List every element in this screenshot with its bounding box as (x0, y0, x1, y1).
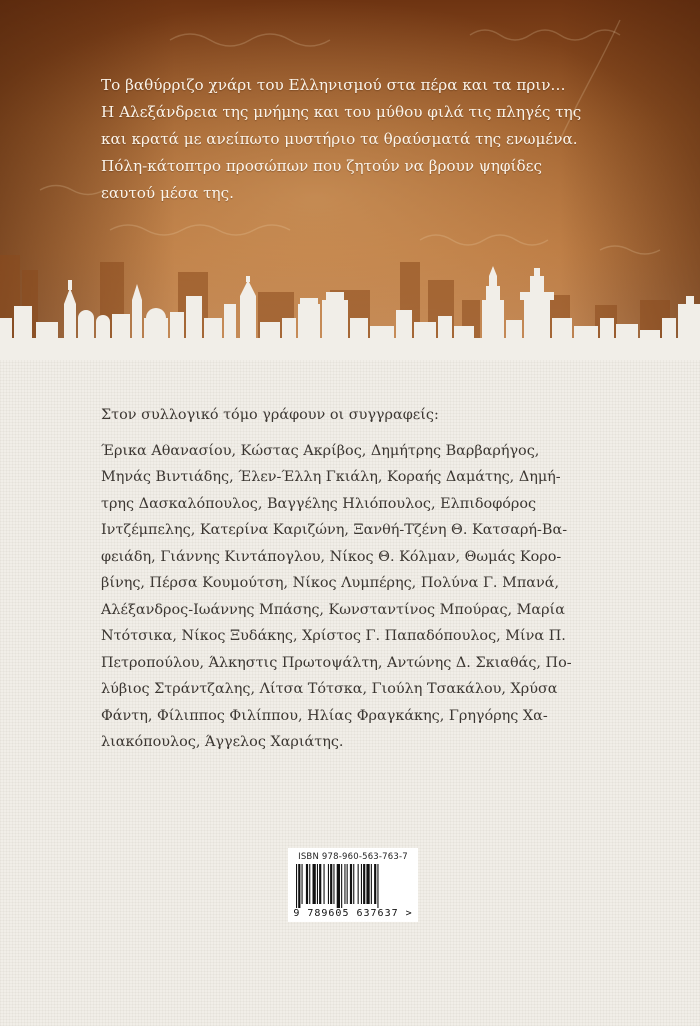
barcode-bar (313, 864, 316, 904)
authors-line: λύβιος Στράντζαλης, Λίτσα Τότσκα, Γιούλη Τσακάλου, Χρύσα (101, 681, 558, 697)
barcode-bar (319, 864, 321, 904)
barcode-bar (302, 864, 303, 904)
barcode-bar (309, 864, 310, 904)
authors-line: Έρικα Αθανασίου, Κώστας Ακρίβος, Δημήτρης Βαρβαρήγος, (101, 442, 540, 459)
authors-line: βίνης, Πέρσα Κουμούτση, Νίκος Λυμπέρης, Πολύνα Γ. Μπανά, (101, 575, 560, 591)
barcode-bar (296, 864, 297, 908)
blurb-line: Το βαθύρριζο χνάρι του Ελληνισμού στα πέρα και τα πριν… (101, 76, 566, 94)
barcode-bar (350, 864, 352, 904)
authors-line: Μηνάς Βιντιάδης, Έλεν-Έλλη Γκιάλη, Κοραής Δαμάτης, Δημή- (101, 469, 561, 485)
cover-blurb (101, 72, 621, 207)
authors-line: Πετροπούλου, Άλκηστις Πρωτοψάλτη, Αντώνης Δ. Σκιαθάς, Πο- (101, 654, 572, 671)
authors-section (101, 402, 601, 756)
barcode-bar (358, 864, 359, 904)
barcode-bar (328, 864, 329, 904)
barcode-bar (374, 864, 376, 904)
barcode-bar (341, 864, 342, 908)
barcode-bar (333, 864, 334, 904)
blurb-line: Η Αλεξάνδρεια της μνήμης και του μύθου φιλά τις πληγές της (101, 103, 582, 121)
authors-line: Ντότσικα, Νίκος Ξυδάκης, Χρίστος Γ. Παπαδόπουλος, Μίνα Π. (101, 628, 566, 644)
barcode-bar (330, 864, 332, 904)
barcode-bar (317, 864, 318, 904)
authors-line: Φάντη, Φίλιππος Φιλίππου, Ηλίας Φραγκάκης, Γρηγόρης Χα- (101, 707, 548, 724)
authors-line: Αλέξανδρος-Ιωάννης Μπάσης, Κωνσταντίνος Μπούρας, Μαρία (101, 601, 565, 618)
barcode-bar (344, 864, 345, 904)
authors-line: φειάδη, Γιάννης Κιντάπογλου, Νίκος Θ. Κόλμαν, Θωμάς Κορο- (101, 548, 562, 565)
blurb-line: εαυτού μέσα της. (101, 184, 234, 202)
barcode-bar (306, 864, 308, 904)
ean-digits: 9 789605 637637 > (293, 908, 413, 919)
authors-line: τρης Δασκαλόπουλος, Βαγγέλης Ηλιόπουλος, Ελπιδοφόρος (101, 495, 537, 512)
barcode-bars (296, 864, 410, 908)
authors-line: λιακόπουλος, Άγγελος Χαριάτης. (101, 734, 344, 750)
barcode-bar (347, 864, 348, 904)
authors-intro: Στον συλλογικό τόμο γράφουν οι συγγραφείς: (101, 407, 439, 423)
barcode-bar (361, 864, 362, 904)
barcode-bar (371, 864, 372, 904)
barcode-bar (324, 864, 325, 904)
barcode-bar (337, 864, 340, 908)
barcode-bar (353, 864, 354, 904)
isbn-label: ISBN 978-960-563-763-7 (298, 852, 408, 862)
isbn-barcode (288, 848, 418, 922)
barcode-bar (298, 864, 300, 908)
barcode-bar (366, 864, 369, 904)
blurb-line: Πόλη-κάτοπτρο προσώπων που ζητούν να βρουν ψηφίδες (101, 157, 542, 175)
blurb-line: και κρατά με ανείπωτο μυστήριο τα θραύσματά της ενωμένα. (101, 130, 578, 148)
barcode-bar (377, 864, 378, 908)
barcode-bar (363, 864, 365, 904)
authors-line: Ιντζέμπελης, Κατερίνα Καριζώνη, Ξανθή-Τζένη Θ. Κατσαρή-Βα- (101, 522, 568, 538)
